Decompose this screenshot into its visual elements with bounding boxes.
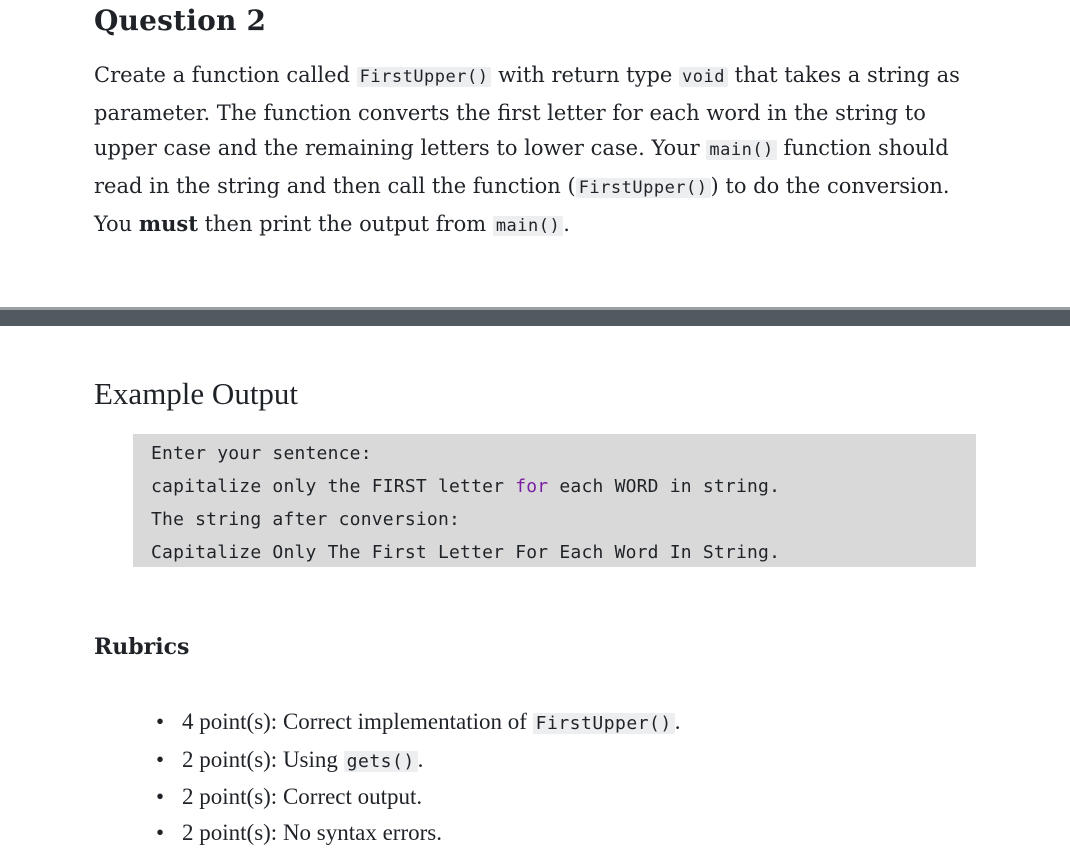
description-text: . <box>563 212 570 236</box>
code-line: The string after conversion: <box>151 509 461 530</box>
bullet-icon: • <box>156 784 165 809</box>
bullet-icon: • <box>156 709 165 734</box>
code-keyword: for <box>515 476 549 497</box>
code-text: capitalize only the FIRST letter <box>151 476 516 497</box>
description-text: ) to do the conversion. You <box>94 173 950 236</box>
question-description <box>94 58 994 245</box>
inline-code: main() <box>706 140 776 160</box>
list-item <box>150 704 680 742</box>
bullet-icon: • <box>156 819 165 845</box>
rubric-tail: . <box>417 746 424 772</box>
inline-code: FirstUpper() <box>533 713 675 734</box>
bullet-icon: • <box>156 746 165 772</box>
code-line: Enter your sentence: <box>151 443 372 464</box>
inline-code: FirstUpper() <box>357 67 492 87</box>
rubric-text: 2 point(s): Using <box>182 746 344 772</box>
inline-code: main() <box>493 216 563 236</box>
section-divider <box>0 307 1070 326</box>
example-output-heading: Example Output <box>94 376 299 411</box>
rubric-tail: . <box>674 709 681 734</box>
description-text: that takes a string as parameter. The function converts the first letter for each word in the string to upper case and the remaining letters to lower case. Your <box>94 63 960 160</box>
description-text: with return type <box>491 63 679 87</box>
list-item <box>150 742 680 780</box>
rubric-text: 2 point(s): No syntax errors. <box>182 819 442 845</box>
page-title: Question 2 <box>94 4 267 37</box>
inline-code: void <box>679 67 728 87</box>
description-text: then print the output from <box>197 212 493 236</box>
description-text: function should read in the string and then call the function ( <box>94 136 949 198</box>
code-text: each WORD in string. <box>548 476 781 497</box>
rubric-text: 4 point(s): Correct implementation of <box>182 709 533 734</box>
emphasis-text: must <box>138 211 198 236</box>
list-item <box>150 779 680 815</box>
inline-code: gets() <box>344 751 418 772</box>
example-output-codeblock <box>133 434 976 567</box>
rubric-text: 2 point(s): Correct output. <box>182 784 423 809</box>
list-item <box>150 815 680 851</box>
description-text: Create a function called <box>94 63 357 87</box>
rubrics-list <box>150 704 680 850</box>
rubrics-heading: Rubrics <box>94 634 190 660</box>
inline-code: FirstUpper() <box>576 178 711 198</box>
code-line <box>151 470 976 503</box>
code-line: Capitalize Only The First Letter For Each Word In String. <box>151 542 781 563</box>
